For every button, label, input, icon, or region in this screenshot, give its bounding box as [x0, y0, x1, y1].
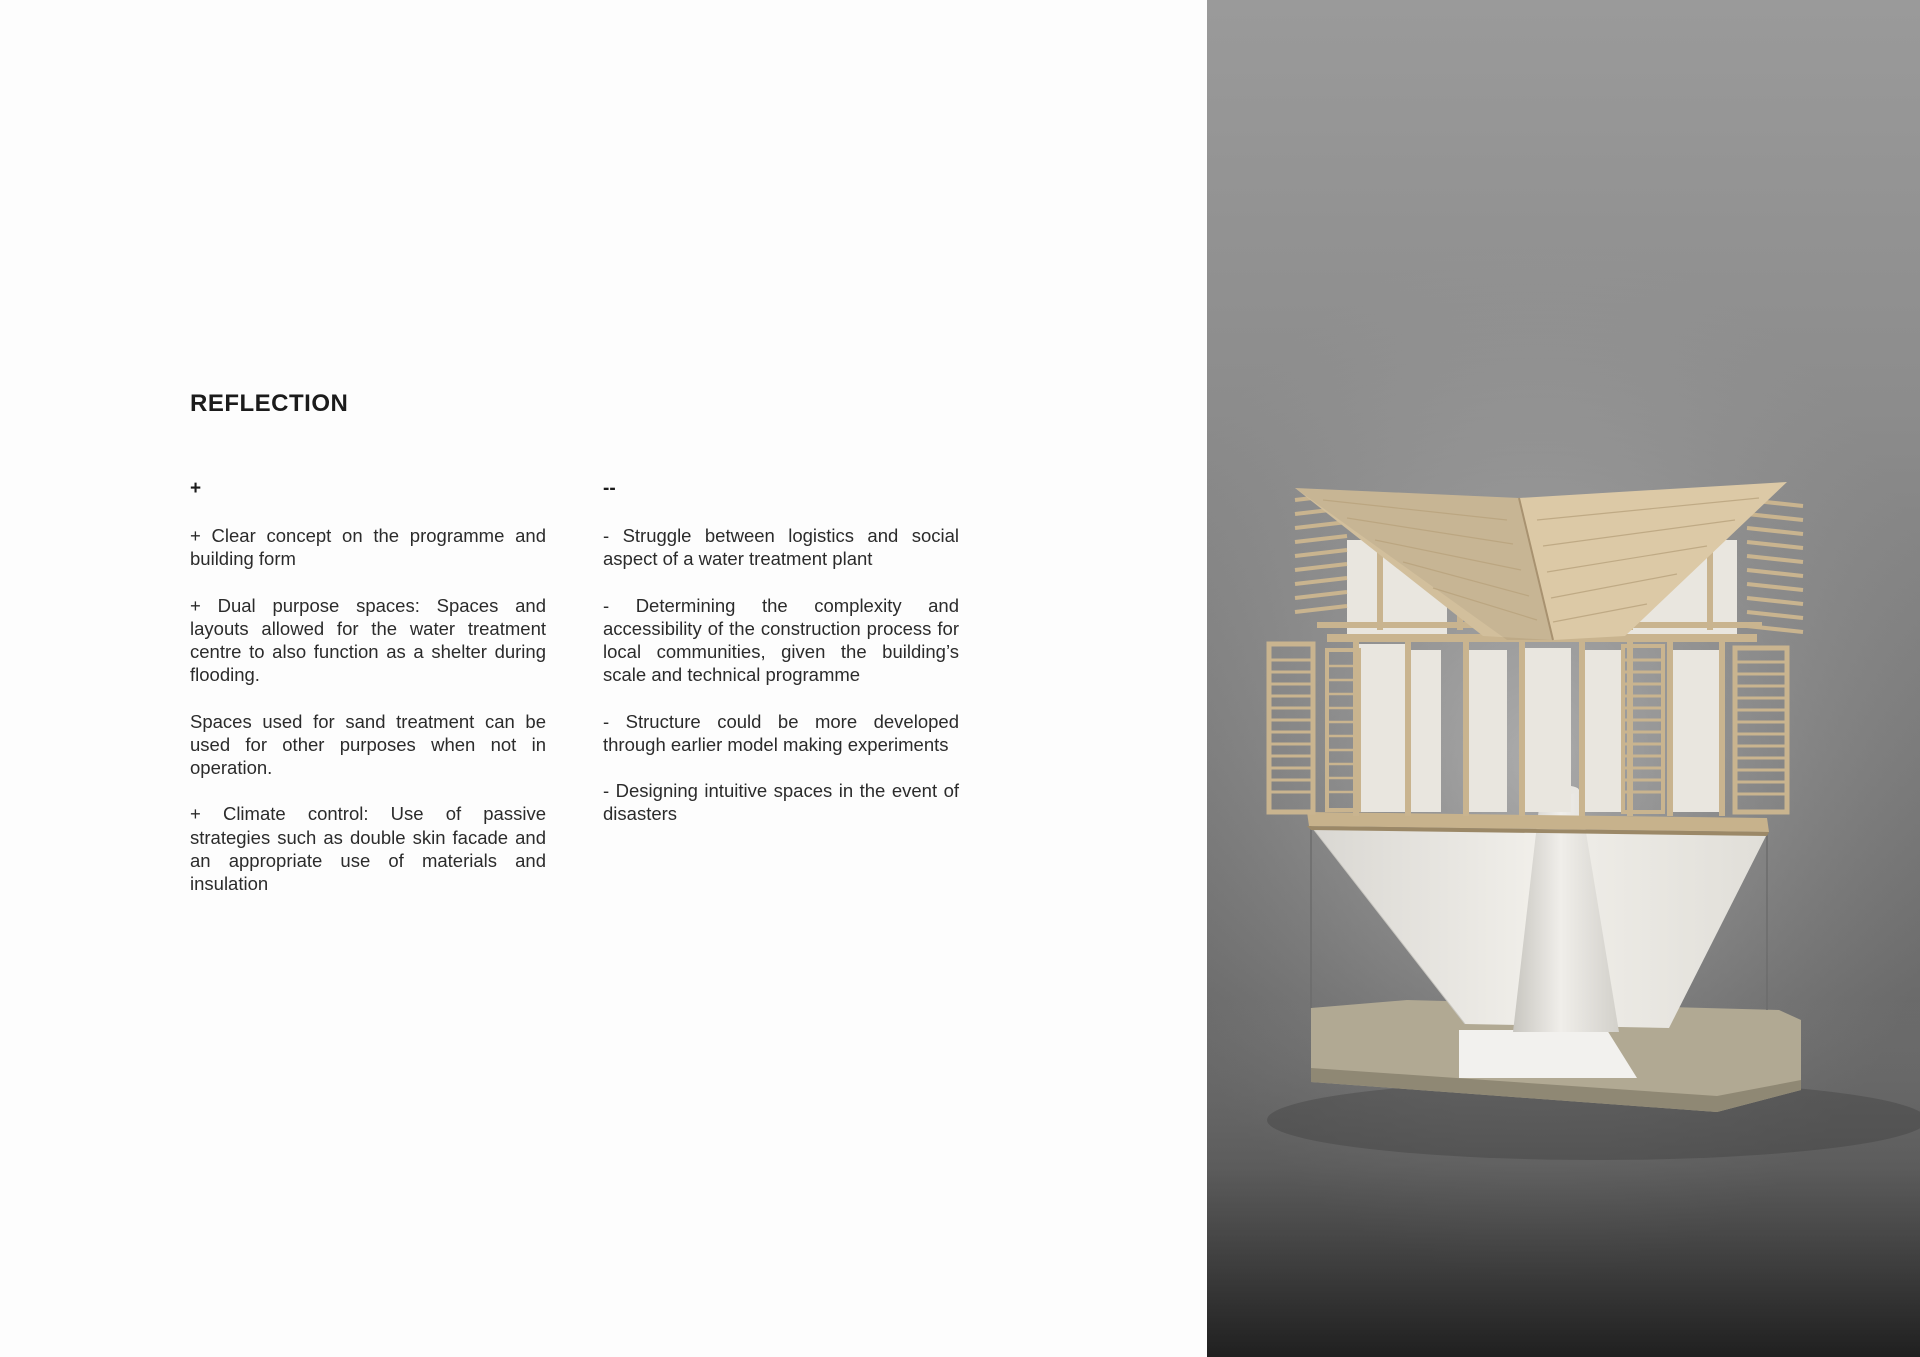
cons-paragraph: - Designing intuitive spaces in the event of disasters	[603, 780, 959, 825]
cons-paragraph: - Struggle between logistics and social aspect of a water treatment plant	[603, 525, 959, 570]
pros-paragraph: + Dual purpose spaces: Spaces and layouts allowed for the water treatment centre to also function as a shelter during flooding.	[190, 594, 546, 686]
pros-heading: +	[190, 478, 202, 499]
cons-heading: --	[603, 478, 616, 499]
cons-paragraph: - Structure could be more developed through earlier model making experiments	[603, 710, 959, 755]
page-title: REFLECTION	[190, 390, 349, 417]
pros-paragraph: + Clear concept on the programme and building form	[190, 525, 546, 570]
model-illustration	[1207, 0, 1920, 1357]
architectural-model-photo	[1207, 0, 1920, 1357]
pros-paragraph: + Climate control: Use of passive strategies such as double skin facade and an appropriate use of materials and insulation	[190, 803, 546, 894]
pros-paragraph: Spaces used for sand treatment can be used for other purposes when not in operation.	[190, 710, 546, 778]
cons-column	[603, 478, 959, 849]
pros-column	[190, 478, 546, 918]
cons-paragraph: - Determining the complexity and accessibility of the construction process for local communities, given the building’s scale and technical programme	[603, 594, 959, 686]
